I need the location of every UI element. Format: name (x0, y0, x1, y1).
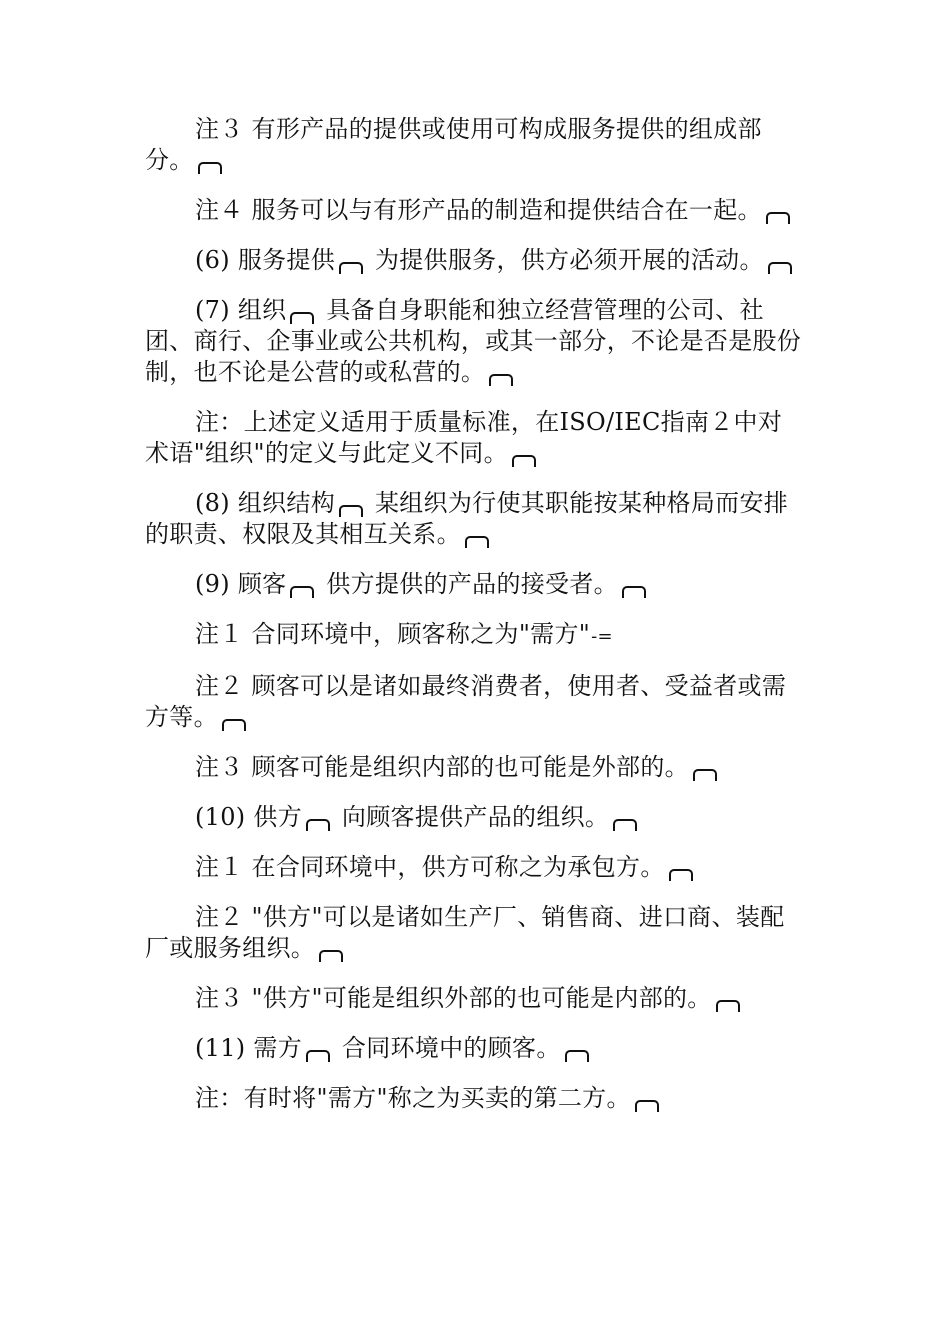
term-definition: 某组织为行使其职能按某种格局而安排的职责、权限及其相互关系。 (145, 489, 789, 548)
paragraph-text: 注２ "供方"可以是诸如生产厂、销售商、进口商、装配厂或服务组织。 (145, 903, 785, 962)
paragraph-mark-icon (339, 262, 363, 274)
paragraph-mark-icon (565, 1050, 589, 1062)
paragraph (145, 195, 805, 226)
paragraph (145, 569, 805, 600)
paragraph (145, 114, 805, 176)
term-heading: (11) 需方 (195, 1034, 302, 1062)
paragraph (145, 295, 805, 388)
term-heading: (7) 组织 (195, 296, 287, 324)
paragraph-text: 注：上述定义适用于质量标准，在ISO/IEC指南２中对术语"组织"的定义与此定义不同。 (145, 408, 783, 467)
paragraph-mark-icon (693, 769, 717, 781)
paragraph-mark-icon (465, 536, 489, 548)
paragraph-mark-icon (512, 455, 536, 467)
term-heading: (9) 顾客 (195, 570, 287, 598)
document-body (145, 114, 805, 1133)
paragraph-mark-icon (339, 505, 363, 517)
paragraph-mark-icon (306, 819, 330, 831)
paragraph (145, 619, 805, 652)
paragraph-text: 注３ 有形产品的提供或使用可构成服务提供的组成部分。 (145, 115, 762, 174)
paragraph (145, 671, 805, 733)
paragraph-mark-icon (669, 869, 693, 881)
term-definition: 具备自身职能和独立经营管理的公司、社团、商行、企事业或公共机构，或其一部分，不论是否是股份制，也不论是公营的或私营的。 (145, 296, 802, 386)
paragraph (145, 488, 805, 550)
term-heading: (10) 供方 (195, 803, 302, 831)
term-definition: 合同环境中的顾客。 (334, 1034, 561, 1062)
paragraph-mark-icon (768, 262, 792, 274)
paragraph-mark-icon (613, 819, 637, 831)
term-heading: (8) 组织结构 (195, 489, 336, 517)
term-definition: 为提供服务，供方必须开展的活动。 (367, 246, 764, 274)
term-definition: 向顾客提供产品的组织。 (334, 803, 610, 831)
paragraph-text: 注４ 服务可以与有形产品的制造和提供结合在一起。 (195, 196, 762, 224)
paragraph (145, 902, 805, 964)
paragraph (145, 852, 805, 883)
paragraph-mark-icon (290, 312, 314, 324)
term-heading: (6) 服务提供 (195, 246, 336, 274)
paragraph-mark-icon (198, 162, 222, 174)
paragraph-mark-icon (489, 374, 513, 386)
equals-mark-icon: -= (591, 626, 613, 647)
paragraph-text: 注２ 顾客可以是诸如最终消费者，使用者、受益者或需方等。 (145, 672, 787, 731)
paragraph-mark-icon (306, 1050, 330, 1062)
paragraph (145, 752, 805, 783)
paragraph-text: 注：有时将"需方"称之为买卖的第二方。 (195, 1084, 631, 1112)
paragraph-mark-icon (290, 586, 314, 598)
paragraph-mark-icon (716, 1000, 740, 1012)
paragraph-mark-icon (319, 950, 343, 962)
paragraph-text: 注３ 顾客可能是组织内部的也可能是外部的。 (195, 753, 689, 781)
paragraph-mark-icon (635, 1100, 659, 1112)
paragraph-text: 注３ "供方"可能是组织外部的也可能是内部的。 (195, 984, 712, 1012)
term-definition: 供方提供的产品的接受者。 (318, 570, 618, 598)
paragraph (145, 1033, 805, 1064)
paragraph-text: 注１ 合同环境中，顾客称之为"需方" (195, 620, 591, 648)
paragraph (145, 245, 805, 276)
paragraph-mark-icon (622, 586, 646, 598)
paragraph-text: 注１ 在合同环境中，供方可称之为承包方。 (195, 853, 665, 881)
paragraph-mark-icon (222, 719, 246, 731)
paragraph (145, 983, 805, 1014)
paragraph (145, 1083, 805, 1114)
paragraph (145, 802, 805, 833)
paragraph (145, 407, 805, 469)
paragraph-mark-icon (766, 212, 790, 224)
